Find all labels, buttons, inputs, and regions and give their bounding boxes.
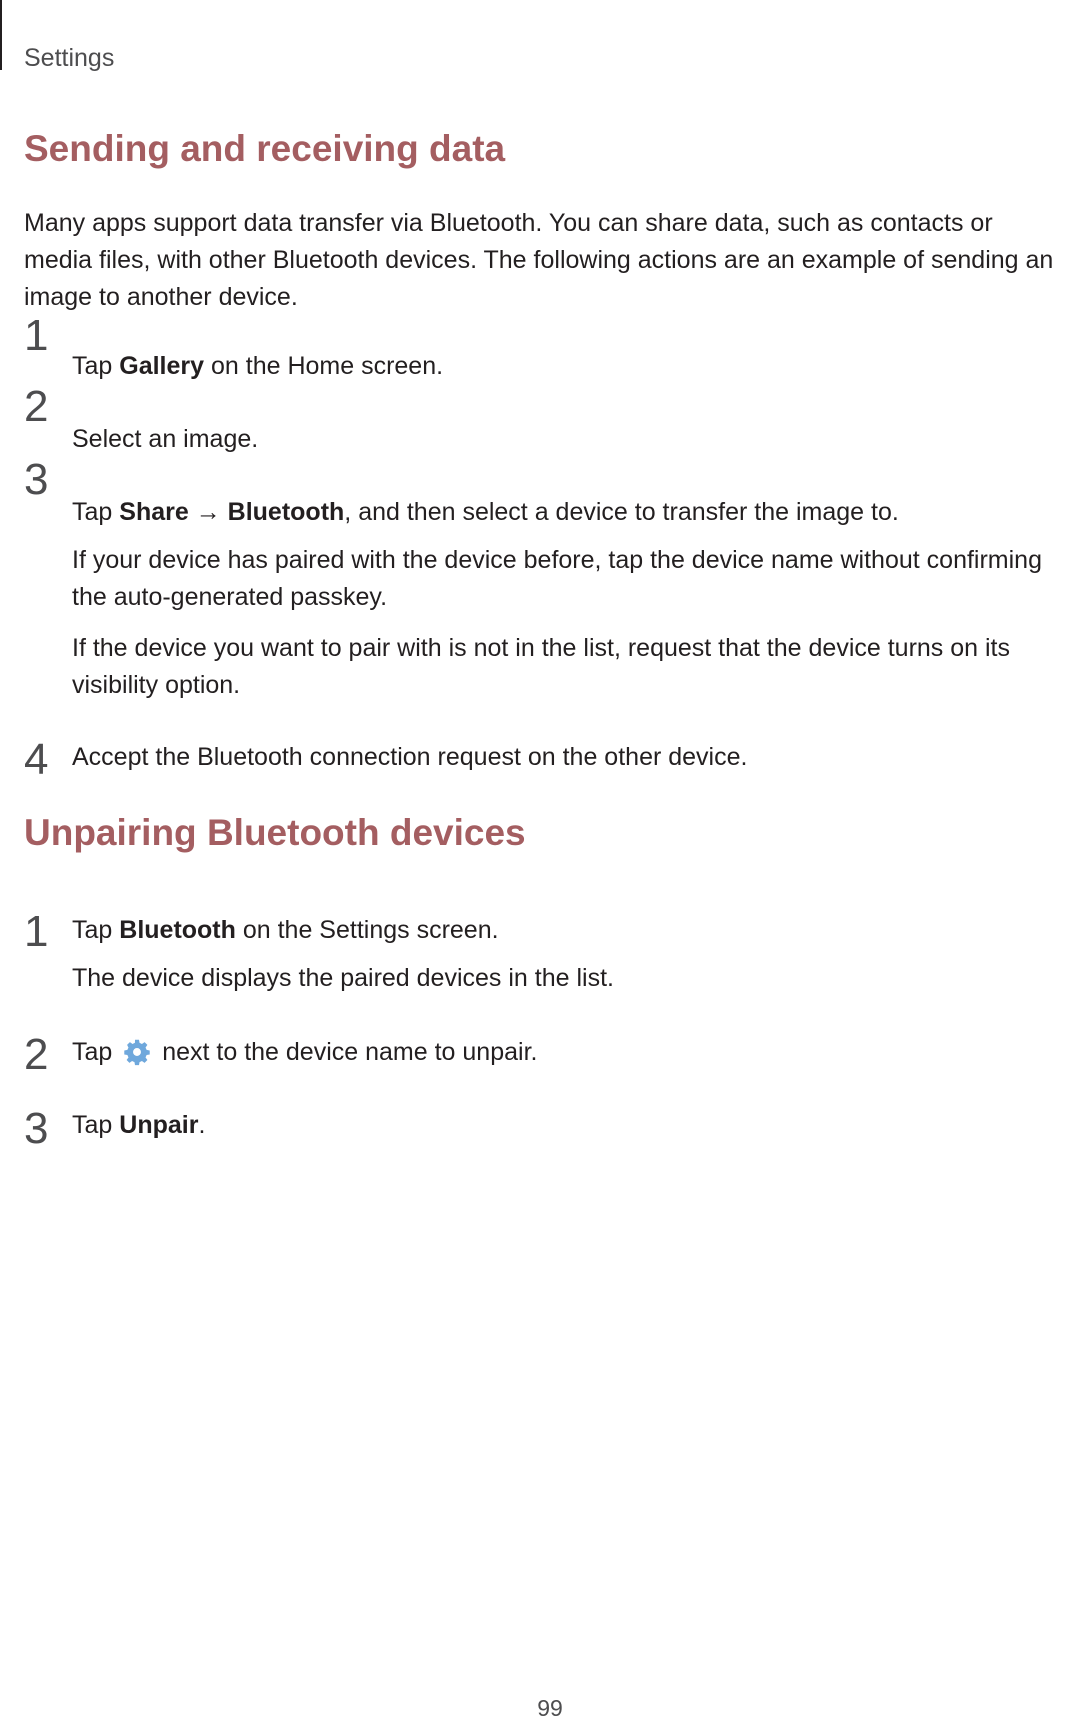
step-text-prefix: Tap (72, 1038, 120, 1066)
ui-term-bluetooth: Bluetooth (119, 916, 236, 944)
page-number: 99 (537, 1695, 563, 1721)
step-text-suffix: . (198, 1111, 206, 1139)
ui-term-share: Share (119, 498, 189, 526)
step-text: Accept the Bluetooth connection request on the other device. (72, 743, 748, 771)
ui-term-gallery: Gallery (119, 352, 205, 380)
step-text-prefix: Tap (72, 352, 120, 380)
step-text (72, 1034, 1062, 1077)
intro-paragraph: Many apps support data transfer via Bluetooth. You can share data, such as contacts or media files, with other Bluetooth devices. The following actions are an example of sending an image to another device. (24, 209, 1054, 311)
step-text-suffix: on the Settings screen. (235, 916, 499, 944)
step-text-prefix: Tap (72, 1111, 120, 1139)
step-note: If the device you want to pair with is not in the list, request that the device turns on its visibility option. (72, 634, 1011, 699)
step-number: 4 (24, 735, 49, 784)
step-number: 2 (24, 382, 49, 431)
gear-icon (123, 1038, 151, 1077)
section-title-sending: Sending and receiving data (24, 128, 506, 169)
step-text-suffix: , and then select a device to transfer the image to. (344, 498, 899, 526)
step-text-prefix: Tap (72, 916, 120, 944)
step-number: 3 (24, 455, 49, 504)
step-number: 3 (24, 1104, 49, 1153)
step-text-suffix: on the Home screen. (204, 352, 444, 380)
step-number: 1 (24, 907, 49, 956)
step-text (72, 1107, 1062, 1144)
ui-term-bluetooth: Bluetooth (227, 498, 345, 526)
section-title-unpairing: Unpairing Bluetooth devices (24, 812, 526, 853)
step-note: If your device has paired with the device before, tap the device name without confirming the auto-generated passkey. (72, 546, 1042, 611)
step-text: Select an image. (72, 425, 259, 453)
running-header: Settings (24, 44, 115, 72)
step-number: 1 (24, 311, 49, 360)
step-text-suffix: next to the device name to unpair. (155, 1038, 538, 1066)
step-text (72, 348, 1062, 385)
ui-term-unpair: Unpair (119, 1111, 199, 1139)
step-number: 2 (24, 1030, 49, 1079)
step-text-prefix: Tap (72, 498, 120, 526)
arrow-separator: → (188, 498, 228, 526)
step-text (72, 494, 1062, 531)
step-text (72, 912, 1062, 949)
step-note: The device displays the paired devices in the list. (72, 964, 614, 992)
corner-rule (0, 0, 2, 70)
